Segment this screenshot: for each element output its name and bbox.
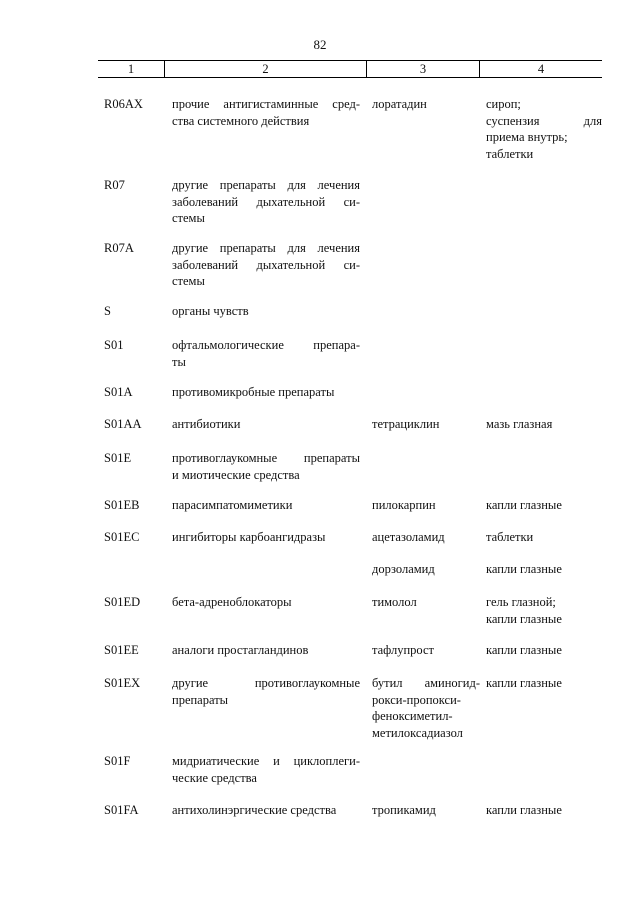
dosage-form-line: капли глазные — [486, 611, 562, 626]
anatomical-group-name — [172, 384, 360, 401]
anatomical-group-name-line: органы чувств — [172, 304, 249, 318]
atc-code: R07 — [104, 178, 125, 192]
dosage-form-line: приема внутрь; — [486, 130, 568, 145]
drug-name-line: феноксиметил- — [372, 709, 453, 724]
dosage-form — [486, 594, 602, 627]
drug-name — [372, 529, 480, 546]
table-header — [98, 60, 602, 78]
anatomical-group-name — [172, 416, 360, 433]
page-number: 82 — [313, 37, 327, 52]
dosage-form — [486, 802, 602, 819]
dosage-form-line: суспензия для — [486, 113, 602, 128]
dosage-form-line: мазь глазная — [486, 417, 553, 431]
dosage-form-line: капли глазные — [486, 643, 562, 657]
anatomical-group-name — [172, 529, 360, 546]
dosage-form-line: гель глазной; — [486, 595, 556, 609]
anatomical-group-name — [172, 177, 360, 227]
anatomical-group-name-line: стемы — [172, 274, 205, 289]
anatomical-group-name-line: другие противоглаукомные — [172, 676, 360, 690]
drug-name-line: метилоксадиазол — [372, 725, 463, 740]
anatomical-group-name — [172, 675, 360, 708]
drug-name-line: тимолол — [372, 595, 417, 609]
drug-name — [372, 675, 480, 741]
anatomical-group-name-line: бета-адреноблокаторы — [172, 595, 292, 609]
drug-name-line: тетрациклин — [372, 417, 440, 431]
anatomical-group-name-line: другие препараты для лечения — [172, 241, 360, 255]
anatomical-group-name-line: заболеваний дыхательной си- — [172, 257, 360, 272]
drug-name-line: пилокарпин — [372, 498, 436, 512]
drug-name — [372, 642, 480, 659]
anatomical-group-name-line: ства системного действия — [172, 113, 310, 128]
drug-name-line: ацетазоламид — [372, 530, 445, 544]
atc-code: S01F — [104, 754, 131, 768]
atc-code: S01EB — [104, 498, 140, 512]
anatomical-group-name-line: мидриатические и циклоплеги- — [172, 754, 360, 768]
dosage-form-line: таблетки — [486, 146, 534, 161]
anatomical-group-name-line: прочие антигистаминные сред- — [172, 97, 360, 111]
anatomical-group-name — [172, 96, 360, 129]
dosage-form-line: капли глазные — [486, 803, 562, 817]
atc-code: R06AX — [104, 97, 143, 111]
anatomical-group-name-line: ингибиторы карбоангидразы — [172, 530, 326, 544]
atc-code: S01A — [104, 385, 133, 399]
atc-code: S01 — [104, 338, 124, 352]
drug-name-line: тафлупрост — [372, 643, 434, 657]
anatomical-group-name — [172, 240, 360, 290]
anatomical-group-name-line: заболеваний дыхательной си- — [172, 194, 360, 209]
drug-name — [372, 561, 480, 578]
atc-code: S01EX — [104, 676, 141, 690]
drug-name-line: рокси-пропокси- — [372, 692, 461, 707]
column-header-1: 1 — [127, 62, 135, 76]
drug-name — [372, 802, 480, 819]
atc-code: S01EE — [104, 643, 139, 657]
drug-name-line: бутил аминогид- — [372, 676, 480, 690]
drug-name — [372, 96, 480, 113]
dosage-form-line: капли глазные — [486, 498, 562, 512]
anatomical-group-name-line: антихолинэргические средства — [172, 803, 337, 817]
anatomical-group-name — [172, 497, 360, 514]
dosage-form-line: капли глазные — [486, 676, 562, 690]
atc-code: S01EC — [104, 530, 140, 544]
anatomical-group-name — [172, 802, 360, 819]
anatomical-group-name-line: и миотические средства — [172, 467, 300, 482]
drug-name — [372, 416, 480, 433]
anatomical-group-name-line: препараты — [172, 692, 229, 707]
anatomical-group-name-line: ческие средства — [172, 770, 257, 785]
atc-code: R07A — [104, 241, 134, 255]
dosage-form-line: капли глазные — [486, 562, 562, 576]
anatomical-group-name-line: стемы — [172, 211, 205, 226]
column-header-3: 3 — [366, 61, 479, 77]
drug-name-line: дорзоламид — [372, 562, 435, 576]
dosage-form-line: сироп; — [486, 97, 521, 111]
anatomical-group-name — [172, 642, 360, 659]
drug-name — [372, 497, 480, 514]
drug-name-line: тропикамид — [372, 803, 436, 817]
atc-code: S01ED — [104, 595, 141, 609]
atc-code: S01AA — [104, 417, 142, 431]
anatomical-group-name — [172, 753, 360, 786]
anatomical-group-name — [172, 450, 360, 483]
drug-name-line: лоратадин — [372, 97, 427, 111]
anatomical-group-name-line: противоглаукомные препараты — [172, 451, 360, 465]
atc-code: S — [104, 304, 111, 318]
anatomical-group-name-line: другие препараты для лечения — [172, 178, 360, 192]
atc-code: S01E — [104, 451, 132, 465]
anatomical-group-name-line: антибиотики — [172, 417, 241, 431]
anatomical-group-name — [172, 594, 360, 611]
dosage-form-line: таблетки — [486, 530, 534, 544]
dosage-form — [486, 416, 602, 433]
anatomical-group-name-line: офтальмологические препара- — [172, 338, 360, 352]
anatomical-group-name — [172, 337, 360, 370]
anatomical-group-name-line: противомикробные препараты — [172, 385, 335, 399]
column-header-4: 4 — [479, 61, 602, 77]
drug-name — [372, 594, 480, 611]
anatomical-group-name-line: ты — [172, 354, 186, 369]
column-header-2: 2 — [164, 61, 366, 77]
dosage-form — [486, 497, 602, 514]
dosage-form — [486, 561, 602, 578]
atc-code: S01FA — [104, 803, 139, 817]
anatomical-group-name-line: аналоги простагландинов — [172, 643, 309, 657]
anatomical-group-name-line: парасимпатомиметики — [172, 498, 293, 512]
anatomical-group-name — [172, 303, 360, 320]
dosage-form — [486, 96, 602, 162]
dosage-form — [486, 642, 602, 659]
dosage-form — [486, 675, 602, 692]
dosage-form — [486, 529, 602, 546]
